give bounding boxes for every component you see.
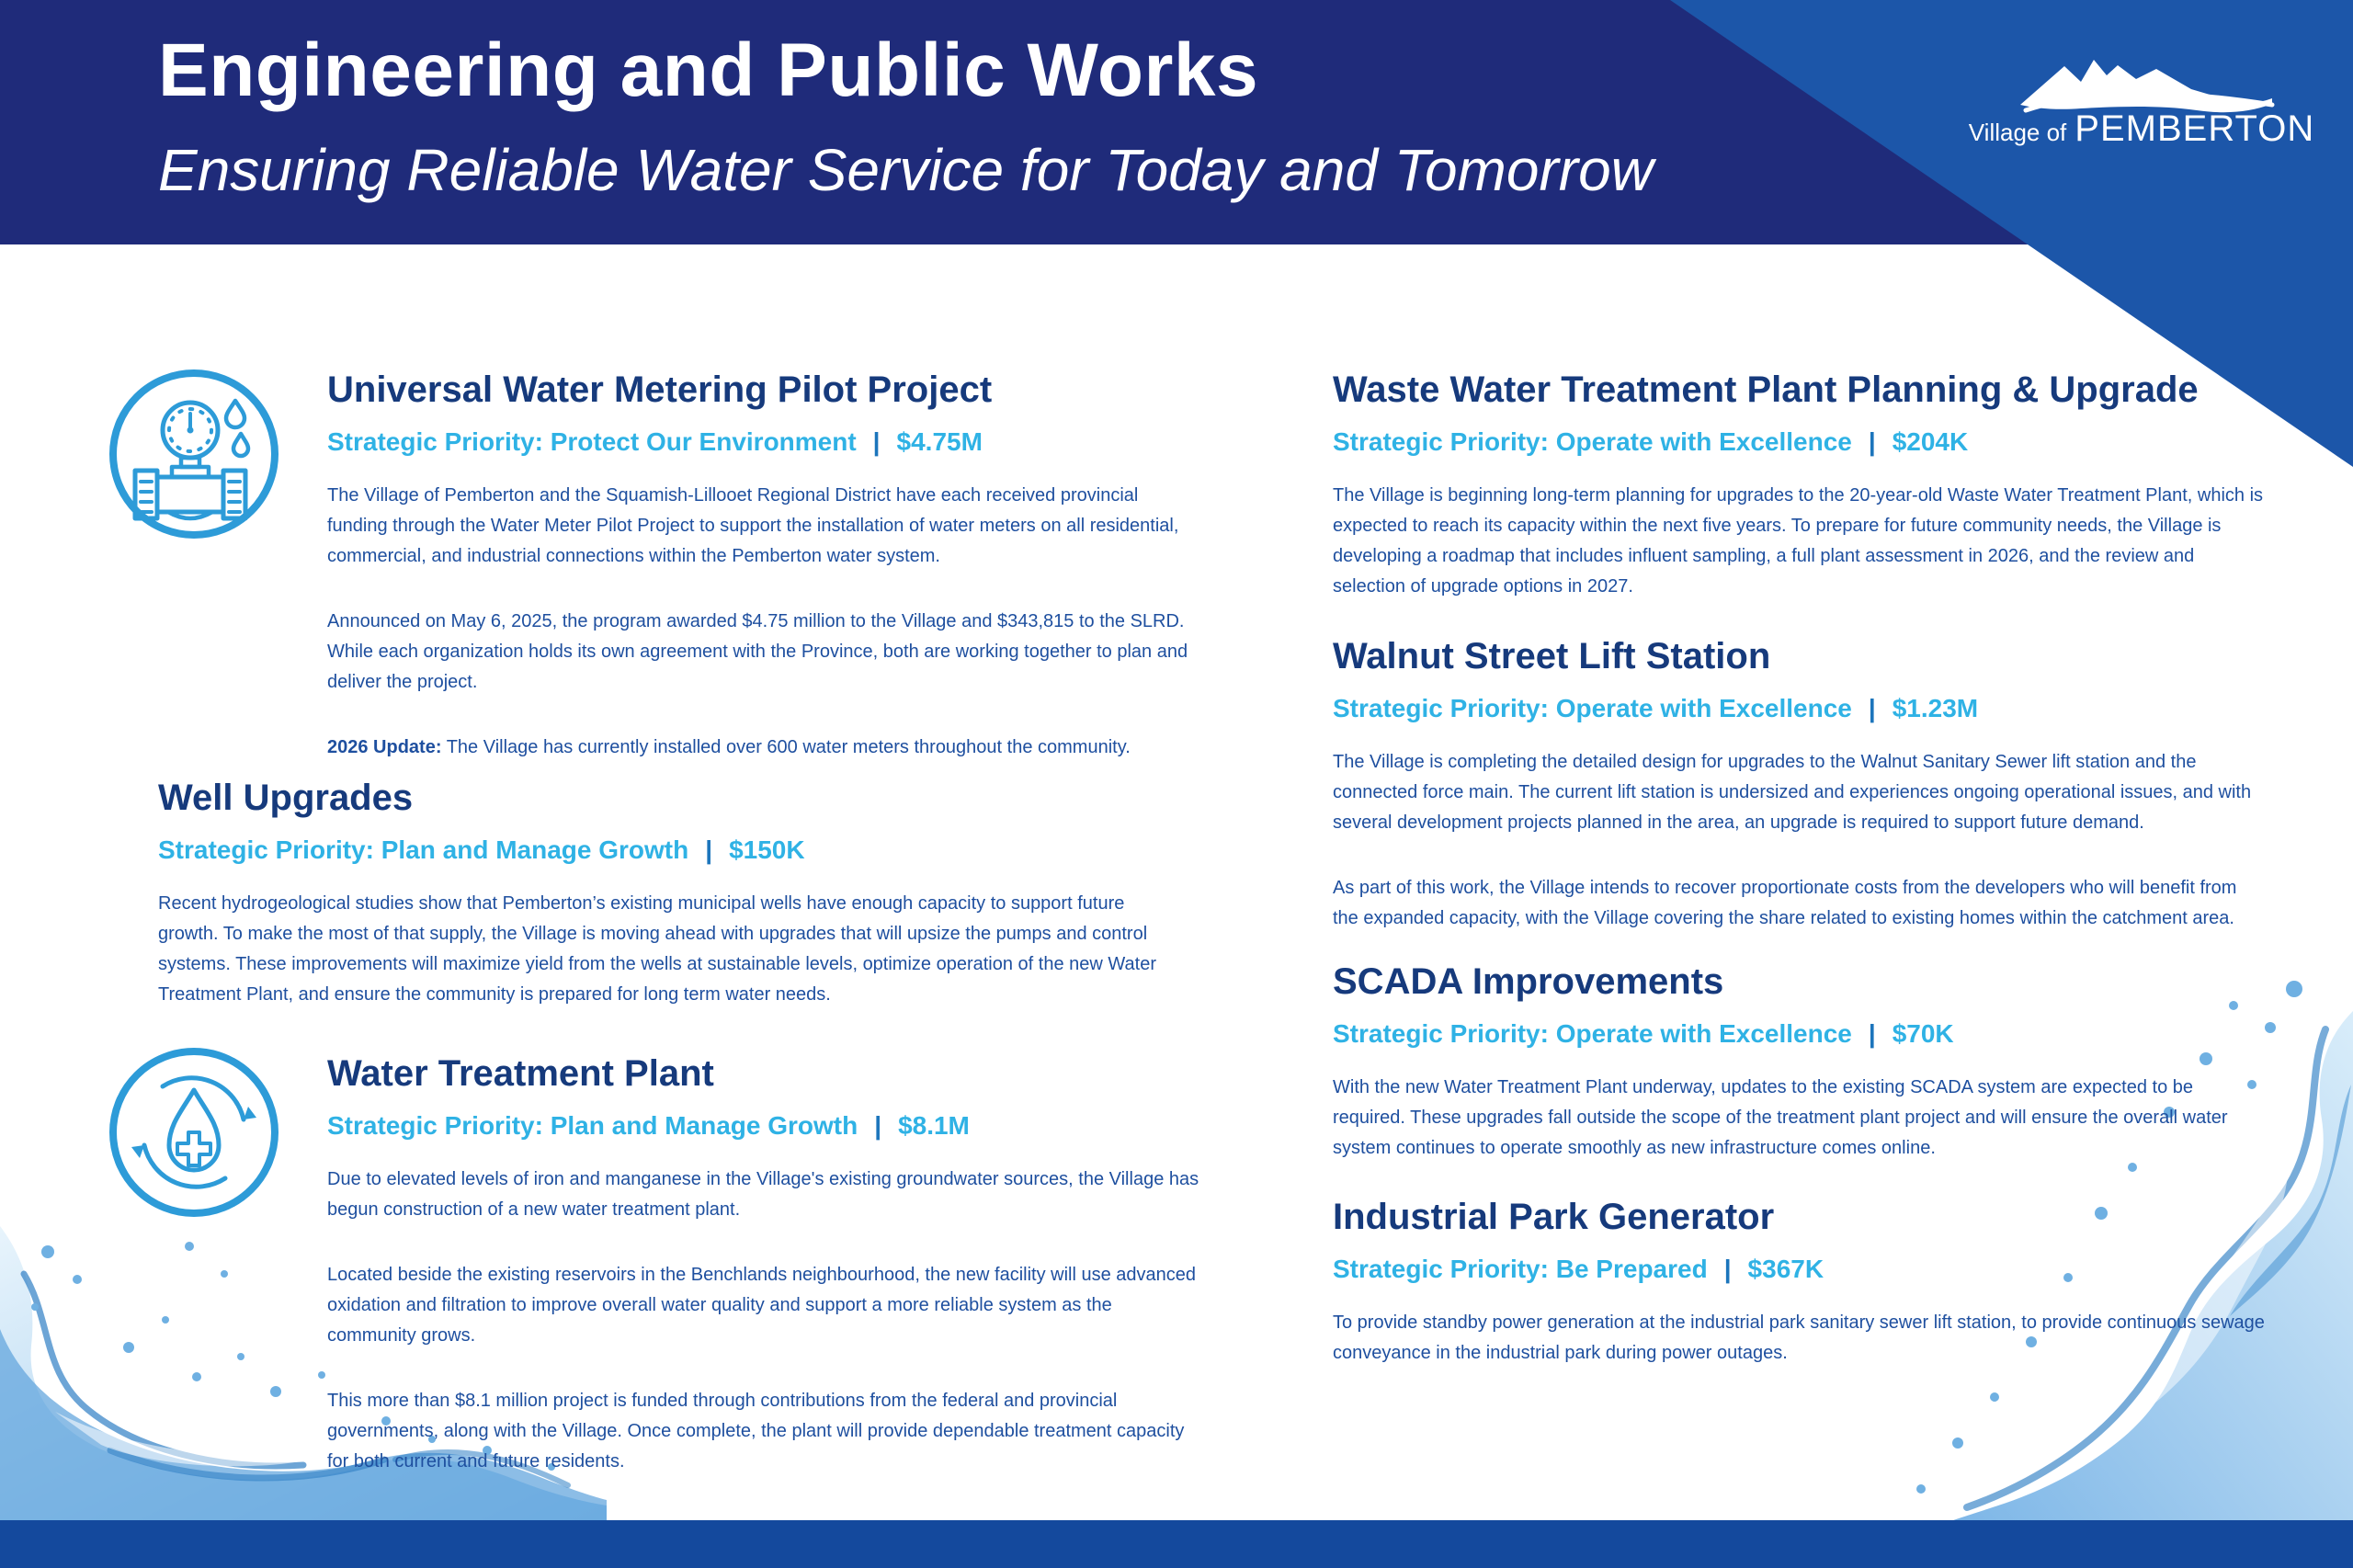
priority-label: Strategic Priority: Operate with Excellence <box>1333 693 1852 722</box>
page-subtitle: Ensuring Reliable Water Service for Today and Tomorrow <box>158 137 1654 203</box>
update-paragraph <box>327 733 1200 763</box>
strategic-priority-line <box>1333 694 2266 723</box>
section-title: Walnut Street Lift Station <box>1333 636 1771 676</box>
separator: | <box>872 426 881 456</box>
logo-prefix: Village of <box>1968 119 2067 146</box>
strategic-priority-line <box>1333 1019 2266 1049</box>
strategic-priority-line <box>158 835 1160 865</box>
paragraph: This more than $8.1 million project is funded through contributions from the federal and provincial governments, along with the Village. Once complete, the plant will provide dependable treatment capacity for both current and future residents. <box>327 1390 1185 1471</box>
paragraph: With the new Water Treatment Plant underway, updates to the existing SCADA system are expected to be required. These upgrades fall outside the scope of the treatment plant project and will ensure the overall water system continues to operate smoothly as new infrastructure comes online. <box>1333 1076 2228 1158</box>
section-title: Water Treatment Plant <box>327 1053 714 1094</box>
separator: | <box>874 1110 882 1140</box>
strategic-priority-line <box>1333 1255 2266 1284</box>
section-industrial-park-generator <box>1333 1197 2266 1369</box>
paragraph: The Village of Pemberton and the Squamish-Lillooet Regional District have each received provincial funding through the Water Meter Pilot Project to support the installation of water meters on all residential, commercial, and industrial connections within the Pemberton water system. <box>327 484 1179 566</box>
priority-label: Strategic Priority: Plan and Manage Growth <box>327 1110 858 1140</box>
section-title: Waste Water Treatment Plant Planning & Upgrade <box>1333 369 2199 410</box>
strategic-priority-line <box>327 427 1200 457</box>
update-text: The Village has currently installed over 600 water meters throughout the community. <box>446 736 1131 757</box>
section-title: Well Upgrades <box>158 778 414 818</box>
water-drop-recycle-icon <box>106 1044 282 1221</box>
mountain-logo-icon <box>2004 48 2279 114</box>
paragraph: The Village is beginning long-term planning for upgrades to the 20-year-old Waste Water Treatment Plant, which is expected to reach its capacity within the next five years. To prepare for future community needs, the Village is developing a roadmap that includes influent sampling, a full plant assessment in 2026, and the review and selection of upgrade options in 2027. <box>1333 484 2264 597</box>
paragraph: Located beside the existing reservoirs in the Benchlands neighbourhood, the new facility will use advanced oxidation and filtration to improve overall water quality and support a more reliable system as the community grows. <box>327 1264 1197 1346</box>
separator: | <box>1868 426 1876 456</box>
budget-amount: $150K <box>729 835 805 864</box>
budget-amount: $70K <box>1892 1018 1954 1048</box>
priority-label: Strategic Priority: Plan and Manage Growth <box>158 835 689 864</box>
priority-label: Strategic Priority: Protect Our Environment <box>327 426 857 456</box>
section-waste-water-treatment-plant <box>1333 369 2266 602</box>
section-walnut-street-lift-station <box>1333 636 2266 934</box>
logo-text <box>1969 108 2314 150</box>
paragraph: The Village is completing the detailed design for upgrades to the Walnut Sanitary Sewer lift station and the connected force main. The current lift station is undersized and experiences ongoing operational issues, and with several development projects planned in the area, an upgrade is required to support future demand. <box>1333 751 2252 833</box>
separator: | <box>705 835 713 864</box>
budget-amount: $367K <box>1747 1254 1824 1283</box>
separator: | <box>1868 693 1876 722</box>
section-water-treatment-plant <box>327 1053 1200 1477</box>
section-well-upgrades <box>158 778 1160 1010</box>
section-title: SCADA Improvements <box>1333 961 1724 1002</box>
strategic-priority-line <box>327 1111 1200 1141</box>
separator: | <box>1868 1018 1876 1048</box>
budget-amount: $4.75M <box>896 426 983 456</box>
page-title: Engineering and Public Works <box>158 28 1259 112</box>
priority-label: Strategic Priority: Be Prepared <box>1333 1254 1708 1283</box>
water-meter-icon <box>106 366 282 542</box>
priority-label: Strategic Priority: Operate with Excellence <box>1333 1018 1852 1048</box>
update-label: 2026 Update: <box>327 736 442 757</box>
separator: | <box>1723 1254 1732 1283</box>
budget-amount: $8.1M <box>898 1110 970 1140</box>
paragraph: As part of this work, the Village intends to recover proportionate costs from the developers who will benefit from the expanded capacity, with the Village covering the share related to existing homes within the catchment area. <box>1333 877 2237 928</box>
paragraph: Due to elevated levels of iron and manganese in the Village's existing groundwater sources, the Village has begun construction of a new water treatment plant. <box>327 1168 1199 1220</box>
strategic-priority-line <box>1333 427 2266 457</box>
budget-amount: $1.23M <box>1892 693 1979 722</box>
paragraph: Announced on May 6, 2025, the program awarded $4.75 million to the Village and $343,815 to the SLRD. While each organization holds its own agreement with the Province, both are working together to plan and deliver the project. <box>327 610 1188 692</box>
footer-bar <box>0 1520 2353 1568</box>
section-scada-improvements <box>1333 961 2266 1164</box>
paragraph: Recent hydrogeological studies show that Pemberton’s existing municipal wells have enough capacity to support future growth. To make the most of that supply, the Village is moving ahead with upgrades that will upsize the pumps and control systems. These improvements will maximize yield from the wells at sustainable levels, optimize operation of the new Water Treatment Plant, and ensure the community is prepared for long term water needs. <box>158 892 1156 1005</box>
paragraph: To provide standby power generation at the industrial park sanitary sewer lift station, to provide continuous sewage conveyance in the industrial park during power outages. <box>1333 1312 2265 1363</box>
logo-name: PEMBERTON <box>2075 108 2315 149</box>
budget-amount: $204K <box>1892 426 1969 456</box>
section-title: Universal Water Metering Pilot Project <box>327 369 993 410</box>
section-title: Industrial Park Generator <box>1333 1197 1775 1237</box>
village-of-pemberton-logo <box>1968 48 2315 150</box>
section-universal-water-metering <box>327 369 1200 763</box>
priority-label: Strategic Priority: Operate with Excellence <box>1333 426 1852 456</box>
